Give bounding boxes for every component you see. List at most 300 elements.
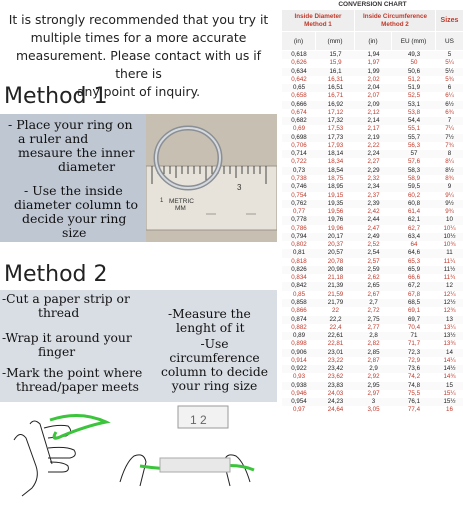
table-cell: 2,57 (367, 257, 380, 265)
table-cell: 55,1 (407, 125, 421, 133)
table-cell: 18,34 (327, 158, 344, 166)
table-cell: 64,6 (392, 249, 436, 257)
table-cell: 50,6 (392, 68, 436, 76)
table-cell: 6¼ (445, 92, 454, 100)
step-line: thread (38, 306, 80, 320)
table-cell: 20,98 (316, 266, 355, 274)
step-line: - Place your ring on (8, 117, 133, 132)
table-row (282, 101, 463, 109)
subheader-eu-mm: EU (mm) (392, 32, 435, 50)
table-row (282, 398, 463, 406)
table-cell: 0,714 (282, 150, 316, 158)
table-row (282, 249, 463, 257)
table-row (282, 208, 463, 216)
table-cell: 0,786 (291, 224, 307, 232)
table-cell: 22,2 (316, 316, 355, 324)
table-cell: 13 (436, 316, 463, 324)
table-row (282, 274, 463, 282)
table-row (282, 59, 463, 67)
table-cell: 14¾ (443, 373, 456, 381)
table-row (282, 92, 463, 100)
table-cell: 2,75 (355, 316, 392, 324)
step-line: -Wrap it around your (2, 331, 132, 345)
table-row (282, 282, 463, 290)
table-cell: 0,914 (291, 356, 307, 364)
table-row (282, 117, 463, 125)
table-cell: 6 (436, 84, 463, 92)
step-line: diameter (58, 159, 116, 174)
table-cell: 74,8 (392, 382, 436, 390)
table-cell: 0,722 (291, 158, 307, 166)
table-cell: 2,04 (355, 84, 392, 92)
table-row (282, 324, 463, 332)
table-row (282, 51, 463, 59)
table-cell: 2,24 (355, 150, 392, 158)
table-cell: 20,78 (327, 257, 344, 265)
table-cell: 16,92 (316, 101, 355, 109)
table-cell: 54,4 (392, 117, 436, 125)
table-cell: 21,18 (327, 274, 344, 282)
table-cell: 0,898 (291, 340, 307, 348)
step-line: circumference (169, 351, 260, 365)
table-row (282, 241, 463, 249)
table-cell: 20,57 (316, 249, 355, 257)
table-cell: 18,54 (316, 167, 355, 175)
finger-outline (48, 462, 68, 472)
table-cell: 23,42 (316, 365, 355, 373)
table-cell: 56,3 (407, 141, 421, 149)
table-cell: 19,96 (327, 224, 344, 232)
table-row (282, 349, 463, 357)
table-cell: 0,738 (291, 174, 307, 182)
table-cell: 17,73 (316, 134, 355, 142)
table-cell: 23,62 (327, 373, 344, 381)
table-cell: 2,09 (355, 101, 392, 109)
table-cell: 2,59 (355, 266, 392, 274)
table-cell: 7 (436, 117, 463, 125)
method1-step2 (14, 184, 138, 240)
table-row (282, 192, 463, 200)
table-cell: 13¾ (443, 340, 456, 348)
subheader-diameter-in: (in) (282, 32, 315, 50)
table-cell: 9½ (436, 200, 463, 208)
table-cell: 17,32 (316, 117, 355, 125)
table-cell: 72,3 (392, 349, 436, 357)
table-row (282, 373, 463, 381)
table-cell: 1,99 (355, 68, 392, 76)
table-cell: 69,1 (407, 307, 421, 315)
table-cell: 2,37 (367, 191, 380, 199)
table-cell: 24,03 (327, 389, 344, 397)
table-row (282, 68, 463, 76)
table-cell: 58,3 (392, 167, 436, 175)
table-cell: 21,59 (327, 290, 344, 298)
table-cell: 10½ (436, 233, 463, 241)
table-cell: 12¼ (443, 290, 456, 298)
table-cell: 75,5 (407, 389, 421, 397)
header-line: Method 1 (304, 20, 332, 28)
table-cell: 19,15 (327, 191, 344, 199)
table-cell: 0,89 (282, 332, 316, 340)
step-line: -Mark the point where (2, 366, 143, 380)
table-cell: 2,14 (355, 117, 392, 125)
table-row (282, 266, 463, 274)
table-cell: 2,87 (367, 356, 380, 364)
table-cell: 13¼ (443, 323, 456, 331)
table-cell: 0,858 (282, 299, 316, 307)
hand-outline-right (120, 455, 146, 486)
table-cell: 18,75 (327, 174, 344, 182)
table-cell: 21,79 (316, 299, 355, 307)
table-cell: 0,85 (292, 290, 306, 298)
table-cell: 2,17 (367, 125, 380, 133)
table-cell: 8¼ (445, 158, 454, 166)
table-cell: 2,72 (367, 307, 380, 315)
step-line: - Use the inside (24, 183, 123, 198)
table-cell: 58,9 (407, 174, 421, 182)
table-cell: 0,69 (292, 125, 306, 133)
method2-step-cut (2, 292, 130, 320)
table-cell: 53,1 (392, 101, 436, 109)
table-cell: 17,93 (327, 141, 344, 149)
svg-text:1: 1 (160, 198, 164, 204)
table-cell: 23,22 (327, 356, 344, 364)
table-cell: 2,44 (355, 216, 392, 224)
table-cell: 62,7 (407, 224, 421, 232)
table-cell: 2,67 (367, 290, 380, 298)
table-cell: 14¼ (443, 356, 456, 364)
table-cell: 52,5 (407, 92, 421, 100)
table-cell: 2,22 (367, 141, 380, 149)
table-cell: 2,65 (355, 282, 392, 290)
table-cell: 2,62 (367, 274, 380, 282)
step-line: lenght of it (176, 321, 245, 335)
table-cell: 20,17 (316, 233, 355, 241)
table-cell: 15,9 (329, 59, 342, 67)
table-cell: 70,4 (407, 323, 421, 331)
table-row (282, 150, 463, 158)
table-cell: 67,8 (407, 290, 421, 298)
table-cell: 76,1 (392, 398, 436, 406)
table-cell: 59,5 (392, 183, 436, 191)
table-cell: 0,666 (282, 101, 316, 109)
table-cell: 67,2 (392, 282, 436, 290)
table-row (282, 225, 463, 233)
header-line: Inside Diameter (294, 13, 342, 20)
ruler-label (169, 198, 194, 212)
table-cell: 3 (355, 398, 392, 406)
table-cell: 5½ (436, 68, 463, 76)
table-row (282, 167, 463, 175)
table-cell: 2,7 (355, 299, 392, 307)
table-cell: 17,12 (327, 108, 344, 116)
intro-line: It is strongly recommended that you try it (8, 12, 269, 27)
step-line: finger (38, 345, 76, 359)
table-cell: 15½ (436, 398, 463, 406)
table-cell: 2,54 (355, 249, 392, 257)
table-cell: 13½ (436, 332, 463, 340)
table-cell: 20,37 (327, 241, 344, 249)
table-cell: 23,83 (316, 382, 355, 390)
step-line: your ring size (171, 379, 258, 393)
table-row (282, 175, 463, 183)
intro-line: any point of inquiry. (76, 84, 201, 99)
table-cell: 22,81 (327, 340, 344, 348)
table-row (282, 382, 463, 390)
table-cell: 9¼ (445, 191, 454, 199)
table-cell: 0,618 (282, 51, 316, 59)
table-cell: 0,706 (291, 141, 307, 149)
table-cell: 0,97 (292, 406, 306, 414)
table-cell: 0,922 (282, 365, 316, 373)
table-cell: 2,42 (367, 208, 380, 216)
table-cell: 11½ (436, 266, 463, 274)
conversion-table (282, 51, 463, 415)
table-row (282, 357, 463, 365)
finger-outline (48, 447, 75, 458)
table-cell: 0,682 (282, 117, 316, 125)
table-cell: 61,4 (407, 208, 421, 216)
table-cell: 62,1 (392, 216, 436, 224)
table-cell: 0,826 (282, 266, 316, 274)
table-cell: 12¾ (443, 307, 456, 315)
table-cell: 6½ (436, 101, 463, 109)
table-cell: 19,76 (316, 216, 355, 224)
table-cell: 2,82 (367, 340, 380, 348)
table-cell: 0,65 (282, 84, 316, 92)
table-cell: 7¾ (445, 141, 454, 149)
table-cell: 0,938 (282, 382, 316, 390)
table-cell: 0,754 (291, 191, 307, 199)
table-cell: 21,39 (316, 282, 355, 290)
table-row (282, 76, 463, 84)
table-cell: 65,9 (392, 266, 436, 274)
table-cell: 51,2 (407, 75, 421, 83)
table-cell: 0,642 (291, 75, 307, 83)
ruler-label-line: MM (175, 205, 186, 212)
table-cell: 0,906 (282, 349, 316, 357)
step-line: -Measure the (168, 307, 251, 321)
table-cell: 12½ (436, 299, 463, 307)
table-cell: 2,12 (367, 108, 380, 116)
table-row (282, 216, 463, 224)
table-row (282, 125, 463, 133)
table-cell: 10 (436, 216, 463, 224)
table-cell: 14½ (436, 365, 463, 373)
hand-outline-left (14, 434, 37, 496)
table-cell: 2,27 (367, 158, 380, 166)
table-cell: 77,4 (407, 406, 421, 414)
step-line: diameter column to (14, 197, 139, 212)
table-cell: 0,746 (282, 183, 316, 191)
table-cell: 57 (392, 150, 436, 158)
table-cell: 49,3 (392, 51, 436, 59)
table-cell: 3,05 (367, 406, 380, 414)
table-cell: 0,866 (291, 307, 307, 315)
table-cell: 2,47 (367, 224, 380, 232)
table-cell: 0,954 (282, 398, 316, 406)
table-cell: 73,6 (392, 365, 436, 373)
table-cell: 18,95 (316, 183, 355, 191)
table-cell: 0,818 (291, 257, 307, 265)
table-row (282, 200, 463, 208)
table-cell: 0,946 (291, 389, 307, 397)
table-row (282, 299, 463, 307)
table-row (282, 406, 463, 414)
header-inside-diameter (282, 10, 354, 31)
table-cell: 16,51 (316, 84, 355, 92)
table-cell: 6¾ (445, 108, 454, 116)
table-cell: 0,874 (282, 316, 316, 324)
table-cell: 16,71 (327, 92, 344, 100)
step-line: mesaure the inner (18, 145, 135, 160)
table-cell: 2,49 (355, 233, 392, 241)
table-cell: 68,5 (392, 299, 436, 307)
table-cell: 60,2 (407, 191, 421, 199)
svg-text:3: 3 (237, 183, 242, 192)
subheader-us: US (436, 32, 463, 50)
table-cell: 0,778 (282, 216, 316, 224)
table-cell: 74,2 (407, 373, 421, 381)
table-cell: 15 (436, 382, 463, 390)
table-cell: 12 (436, 282, 463, 290)
table-cell: 2,29 (355, 167, 392, 175)
table-cell: 0,762 (282, 200, 316, 208)
table-cell: 64 (410, 241, 418, 249)
table-cell: 10¾ (443, 241, 456, 249)
table-cell: 10¼ (443, 224, 456, 232)
table-row (282, 258, 463, 266)
table-cell: 0,634 (282, 68, 316, 76)
table-cell: 7¼ (445, 125, 454, 133)
table-cell: 5¾ (445, 75, 454, 83)
subheader-diameter-mm: (mm) (316, 32, 354, 50)
table-cell: 2,52 (367, 241, 380, 249)
table-cell: 8½ (436, 167, 463, 175)
hand-measurement-illustration (0, 402, 277, 500)
step-line: decide your ring (22, 211, 127, 226)
step-line: a ruler and (18, 131, 89, 146)
table-cell: 55,7 (392, 134, 436, 142)
table-row (282, 84, 463, 92)
table-row (282, 183, 463, 191)
conversion-chart (282, 0, 463, 500)
table-cell: 24,64 (327, 406, 344, 414)
method1-step1 (8, 118, 134, 174)
table-cell: 0,802 (291, 241, 307, 249)
table-cell: 1,97 (367, 59, 380, 67)
ruler-ring-illustration (146, 114, 277, 242)
table-row (282, 158, 463, 166)
table-cell: 15¼ (443, 389, 456, 397)
table-cell: 14 (436, 349, 463, 357)
table-cell: 71 (392, 332, 436, 340)
table-cell: 5¼ (445, 59, 454, 67)
header-sizes: Sizes (436, 10, 463, 31)
table-cell: 0,73 (282, 167, 316, 175)
table-cell: 71,7 (407, 340, 421, 348)
table-cell: 7½ (436, 134, 463, 142)
step-line: -Cut a paper strip or (2, 292, 130, 306)
table-cell: 0,794 (282, 233, 316, 241)
table-row (282, 291, 463, 299)
ruler-label-line: METRIC (169, 198, 194, 205)
table-cell: 72,9 (407, 356, 421, 364)
table-cell: 0,77 (292, 208, 306, 216)
method2-step-use (152, 337, 277, 393)
step-line: column to decide (160, 365, 268, 379)
table-cell: 16,31 (327, 75, 344, 83)
table-cell: 2,39 (355, 200, 392, 208)
table-row (282, 109, 463, 117)
method1-title: Method 1 (4, 84, 108, 109)
table-row (282, 390, 463, 398)
table-cell: 9 (436, 183, 463, 191)
table-cell: 0,658 (291, 92, 307, 100)
table-cell: 2,95 (355, 382, 392, 390)
table-cell: 0,81 (282, 249, 316, 257)
finger-outline (44, 425, 71, 438)
table-row (282, 316, 463, 324)
table-cell: 2,02 (367, 75, 380, 83)
table-cell: 2,77 (367, 323, 380, 331)
table-cell: 63,4 (392, 233, 436, 241)
step-line: size (62, 225, 87, 240)
table-cell: 2,9 (355, 365, 392, 373)
table-row (282, 233, 463, 241)
table-cell: 9¾ (445, 208, 454, 216)
table-cell: 0,674 (291, 108, 307, 116)
table-cell: 22,4 (329, 323, 342, 331)
table-cell: 17,53 (327, 125, 344, 133)
step-line: -Use (200, 337, 229, 351)
header-line: Method 2 (381, 20, 409, 28)
table-cell: 0,93 (292, 373, 306, 381)
table-cell: 24,23 (316, 398, 355, 406)
table-cell: 69,7 (392, 316, 436, 324)
method2-step-mark (2, 366, 142, 394)
table-cell: 0,842 (282, 282, 316, 290)
ring-on-ruler-photo (146, 114, 277, 242)
table-cell: 22 (332, 307, 339, 315)
table-cell: 11¾ (443, 274, 456, 282)
table-cell: 66,6 (407, 274, 421, 282)
table-cell: 5 (436, 51, 463, 59)
table-cell: 8 (436, 150, 463, 158)
table-cell: 2,85 (355, 349, 392, 357)
table-cell: 0,834 (291, 274, 307, 282)
table-cell: 8¾ (445, 174, 454, 182)
table-row (282, 142, 463, 150)
intro-line: multiple times for a more accurate (30, 30, 247, 45)
table-cell: 15,7 (316, 51, 355, 59)
chart-title: CONVERSION CHART (338, 1, 407, 8)
table-cell: 11¼ (443, 257, 456, 265)
header-line: Inside Circumference (362, 13, 428, 20)
table-cell: 50 (410, 59, 418, 67)
table-cell: 2,32 (367, 174, 380, 182)
header-inside-circumference (355, 10, 435, 31)
table-cell: 16 (446, 406, 453, 414)
subheader-circumference-in: (in) (355, 32, 391, 50)
table-row (282, 365, 463, 373)
table-cell: 0,882 (291, 323, 307, 331)
table-cell: 2,19 (355, 134, 392, 142)
table-cell: 51,9 (392, 84, 436, 92)
table-cell: 2,92 (367, 373, 380, 381)
table-row (282, 332, 463, 340)
table-row (282, 134, 463, 142)
